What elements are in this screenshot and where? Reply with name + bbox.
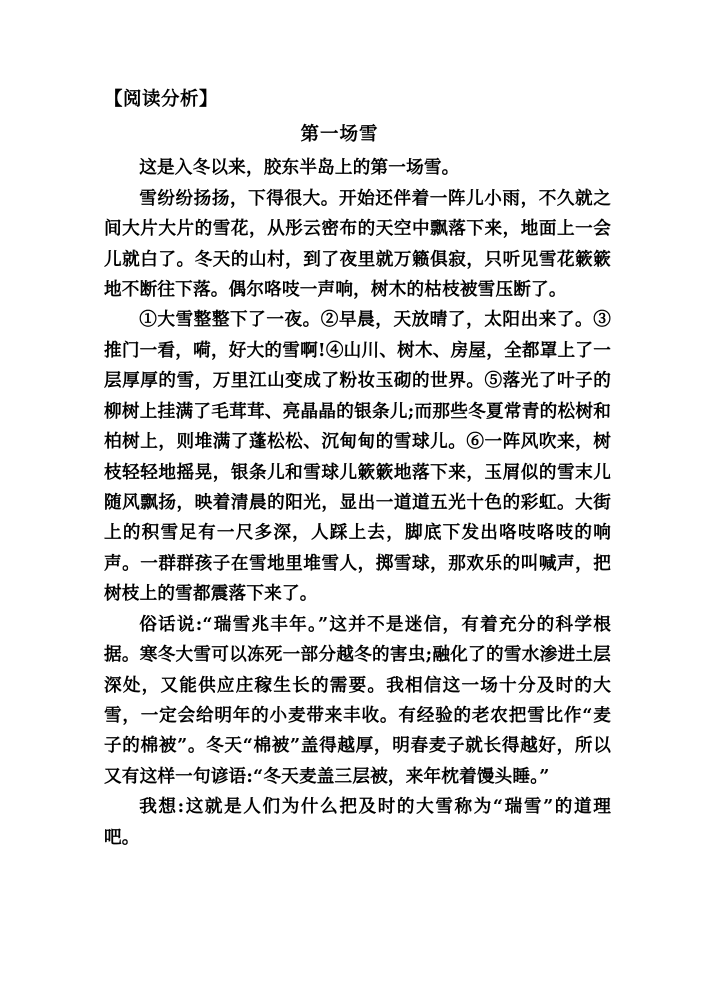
section-heading: 【阅读分析】 [104, 89, 219, 110]
paragraph: 这是入冬以来，胶东半岛上的第一场雪。 [139, 157, 460, 179]
paragraph: 雪纷纷扬扬，下得很大。开始还伴着一阵儿小雨，不久就之间大片大片的雪花，从彤云密布的天空中飘落下来，地面上一会儿就白了。冬天的山村，到了夜里就万籁俱寂，只听见雪花簌簌地不断往下落。偶尔咯吱一声响，树木的枯枝被雪压断了。 [104, 187, 611, 301]
paragraph: 我想:这就是人们为什么把及时的大雪称为“瑞雪”的道理吧。 [104, 796, 611, 848]
paragraph: 俗话说:“瑞雪兆丰年。”这并不是迷信，有着充分的科学根据。寒冬大雪可以冻死一部分越冬的害虫;融化了的雪水渗进土层深处，又能供应庄稼生长的需要。我相信这一场十分及时的大雪，一定会给明年的小麦带来丰收。有经验的老农把雪比作“麦子的棉被”。冬天“棉被”盖得越厚，明春麦子就长得越好，所以又有这样一句谚语:“冬天麦盖三层被，来年枕着馒头睡。” [104, 613, 611, 787]
paragraph: ①大雪整整下了一夜。②早晨，天放晴了，太阳出来了。③推门一看，嗬，好大的雪啊!④山川、树木、房屋，全都罩上了一层厚厚的雪，万里江山变成了粉妆玉砌的世界。⑤落光了叶子的柳树上挂满了毛茸茸、亮晶晶的银条儿;而那些冬夏常青的松树和柏树上，则堆满了蓬松松、沉甸甸的雪球儿。⑥一阵风吹来，树枝轻轻地摇晃，银条儿和雪球儿簌簌地落下来，玉屑似的雪末儿随风飘扬，映着清晨的阳光，显出一道道五光十色的彩虹。大街上的积雪足有一尺多深，人踩上去，脚底下发出咯吱咯吱的响声。一群群孩子在雪地里堆雪人，掷雪球，那欢乐的叫喊声，把树枝上的雪都震落下来了。 [104, 309, 611, 605]
page-title: 第一场雪 [300, 123, 379, 145]
